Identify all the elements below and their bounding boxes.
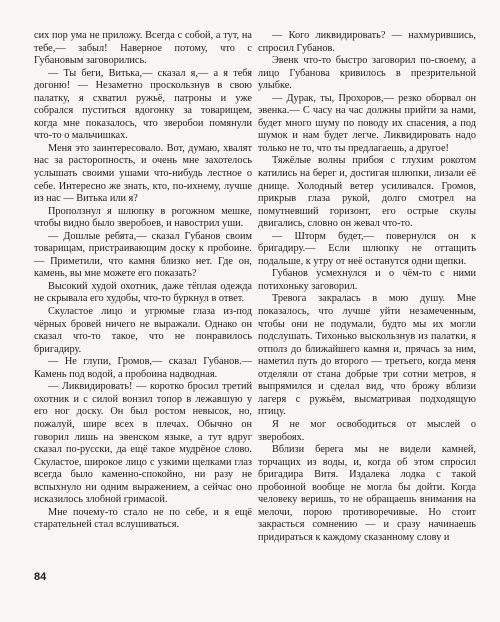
paragraph: — Шторм будет,— повернулся он к бригадиру.— Если шлюпку не оттащить подальше, к утру от неё останутся одни щепки.: [258, 230, 476, 267]
paragraph: сих пор ума не приложу. Всегда с собой, а тут, на тебе,— забыл! Наверное потому, что с Губановым заговорились.: [34, 30, 252, 67]
page-number: 84: [34, 571, 47, 583]
paragraph: — Дурак, ты, Прохоров,— резко оборвал он эвенка.— С часу на час должны прийти за нами, будет много шуму по поводу их спасения, а под шумок и нам будет легче. Ликвидировать надо только не то, что ты предлагаешь, а другое!: [258, 92, 476, 154]
paragraph: Меня это заинтересовало. Вот, думаю, хвалят нас за расторопность, и очень мне захотелось услышать своими ушами что-нибудь лестное о себе. Интересно же знать, кто, по-ихнему, лучше из нас — Витька или я?: [34, 142, 252, 205]
paragraph: Мне почему-то стало не по себе, и я ещё старательней стал вслушиваться.: [34, 506, 252, 531]
paragraph: — Не глупи, Громов,— сказал Губанов.— Камень под водой, а пробоина надводная.: [34, 356, 252, 380]
paragraph: — Ты беги, Витька,— сказал я,— а я тебя догоню! — Незаметно проскользнув в свою палатку, я схватил ружьё, патроны и уже собрался пуститься вдогонку за товарищем, когда мне показалось, что зверобои помянули что-то о мальчишках.: [34, 67, 252, 142]
paragraph: — Дошлые ребята,— сказал Губанов своим товарищам, пристраивающим доску к пробоине.— Приметили, что камня близко нет. Где он, камень, вы мне можете его показать?: [34, 230, 252, 280]
paragraph: Тревога закралась в мою душу. Мне показалось, что лучше уйти незамеченным, чтобы они не подумали, будто мы их могли подслушать. Тихонько выскользнув из палатки, я отполз до ближайшего камня и, прячась за ним, наметил путь до второго — третьего, когда меня отделяли от стана добрые три сотни метров, я выпрямился и сделал вид, что брожу вблизи лагеря с ружьём, высматривая подходящую птицу.: [258, 293, 476, 418]
paragraph: Я не мог освободиться от мыслей о зверобоях.: [258, 418, 476, 443]
right-text-column: [258, 30, 476, 544]
paragraph: Тяжёлые волны прибоя с глухим рокотом катились на берег и, достигая шлюпки, лизали её днище. Холодный ветер усиливался. Громов, прикрыв глаза рукой, долго смотрел на помутневший горизонт, его острые скулы двигались, словно он жевал что-то.: [258, 155, 476, 230]
paragraph: Губанов усмехнулся и о чём-то с ними потихоньку заговорил.: [258, 268, 476, 292]
paragraph: Вблизи берега мы не видели камней, торчащих из воды, и, когда об этом спросил бригадира Витя. Издалека лодка с такой пробоиной вообще не могла бы дойти. Когда человеку веришь, то не обращаешь внимания на мелочи, порою противоречивые. Но стоит закрасться сомнению — и сразу начинаешь придираться к каждому сказанному слову и: [258, 444, 476, 543]
paragraph: Высокий худой охотник, даже тёплая одежда не скрывала его худобы, что-то буркнул в ответ.: [34, 280, 252, 305]
paragraph: — Ликвидировать! — коротко бросил третий охотник и с силой вонзил топор в лежавшую у его ног доску. Он был ростом невысок, но, пожалуй, шире всех в плечах. Обычно он говорил лишь на эвенском языке, а тут вдруг сказал по-русски, да ещё такое мудрёное слово. Скуластое, широкое лицо с узкими щелками глаз всегда было каменно-спокойно, ни разу не вспыхнуло ни одним выражением, а сейчас оно исказилось злобной гримасой.: [34, 381, 252, 506]
paragraph: Скуластое лицо и угрюмые глаза из-под чёрных бровей ничего не выражали. Однако он сказал что-то такое, что не понравилось бригадиру.: [34, 306, 252, 355]
left-text-column: [34, 30, 252, 532]
paragraph: Проползнул я шлюпку в рогожном мешке, чтобы видно было зверобоев, и навострил уши.: [34, 205, 252, 230]
paragraph: Эвенк что-то быстро заговорил по-своему, а лицо Губанова кривилось в презрительной улыбке.: [258, 55, 476, 92]
paragraph: — Кого ликвидировать? — нахмурившись, спросил Губанов.: [258, 30, 476, 54]
